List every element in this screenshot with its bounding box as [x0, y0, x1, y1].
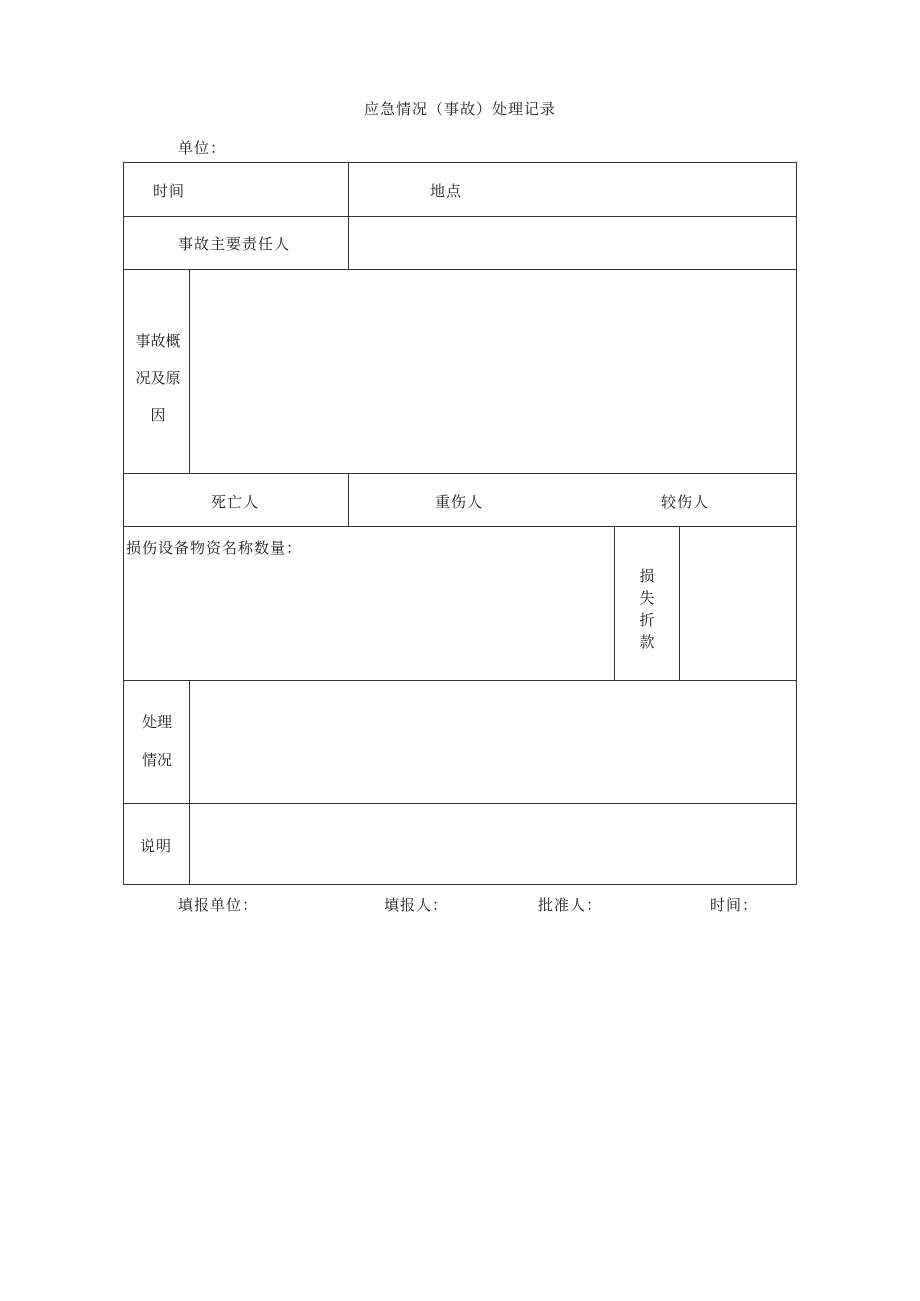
loss-amount-label	[616, 565, 678, 653]
serious-injury-label: 重伤人	[435, 493, 484, 511]
col-divider	[189, 269, 190, 473]
row-divider	[124, 473, 796, 474]
row-divider	[124, 526, 796, 527]
time-field[interactable]	[214, 171, 334, 209]
col-divider	[679, 526, 680, 680]
location-label: 地点	[430, 182, 463, 200]
handling-label-line: 情况	[141, 751, 172, 769]
record-table	[123, 162, 797, 885]
loss-amount-char: 损	[639, 567, 655, 585]
col-divider	[348, 473, 349, 526]
minor-injury-label: 较伤人	[661, 493, 710, 511]
notes-label: 说明	[140, 837, 173, 855]
handling-label	[126, 703, 188, 779]
row-divider	[124, 803, 796, 804]
damaged-equipment-field[interactable]	[126, 561, 610, 676]
row-divider	[124, 269, 796, 270]
overview-label-line: 因	[150, 406, 166, 424]
overview-label-line: 况及原	[135, 369, 181, 387]
deaths-label: 死亡人	[211, 493, 260, 511]
handling-field[interactable]	[191, 682, 794, 801]
approver-label: 批准人：	[538, 896, 603, 914]
responsible-person-label: 事故主要责任人	[178, 235, 291, 253]
location-field[interactable]	[484, 171, 784, 209]
row-divider	[124, 216, 796, 217]
row-divider	[124, 680, 796, 681]
page-title: 应急情况（事故）处理记录	[363, 100, 556, 118]
loss-amount-field[interactable]	[681, 528, 794, 678]
reporting-unit-label: 填报单位：	[178, 896, 259, 914]
overview-label-line: 事故概	[135, 332, 181, 350]
damaged-equipment-label: 损伤设备物资名称数量：	[126, 539, 303, 557]
loss-amount-char: 折	[639, 611, 655, 629]
handling-label-line: 处理	[141, 713, 172, 731]
unit-label: 单位：	[178, 139, 227, 157]
loss-amount-char: 失	[639, 589, 655, 607]
loss-amount-char: 款	[639, 633, 655, 651]
col-divider	[614, 526, 615, 680]
reporter-label: 填报人：	[384, 896, 449, 914]
report-time-label: 时间：	[710, 896, 759, 914]
col-divider	[189, 680, 190, 885]
responsible-person-field[interactable]	[350, 218, 794, 268]
col-divider	[348, 163, 349, 269]
time-label: 时间	[153, 182, 186, 200]
notes-field[interactable]	[191, 805, 794, 883]
overview-field[interactable]	[191, 271, 794, 471]
overview-label	[130, 323, 186, 434]
